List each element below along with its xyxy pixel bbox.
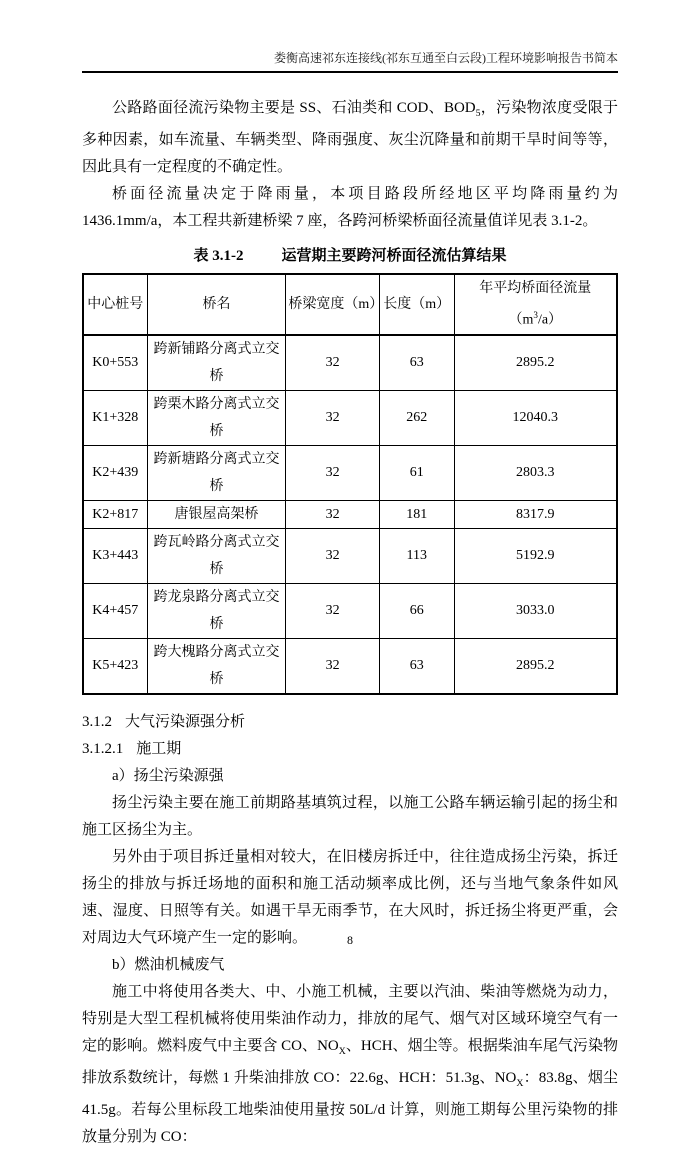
paragraph-bridge-runoff: [82, 181, 618, 235]
paragraph-runoff-pollutants: [82, 95, 618, 181]
table-cell: 66: [379, 583, 454, 638]
section-number: 3.1.2.1: [82, 740, 124, 757]
table-cell: K5+423: [83, 638, 147, 694]
table-cell: 8317.9: [454, 500, 617, 528]
table-row: [83, 390, 617, 445]
table-cell: 跨瓦岭路分离式立交桥: [147, 528, 286, 583]
section-heading-3-1-2: [82, 709, 618, 736]
table-cell: 跨新铺路分离式立交桥: [147, 335, 286, 391]
section-heading-3-1-2-1: [82, 736, 618, 763]
table-cell: K2+817: [83, 500, 147, 528]
table-caption-label: 表 3.1-2: [193, 248, 244, 264]
table-cell: 2803.3: [454, 445, 617, 500]
paragraph-machinery-exhaust: [82, 979, 618, 1151]
subscript-bod5: 5: [475, 108, 481, 119]
column-header-width: 桥梁宽度（m）: [286, 274, 379, 335]
paragraph-text: ，污染物浓度受限于多种因素，如车流量、车辆类型、降雨强度、灰尘沉降量和前期干旱时间等等，因此具有一定程度的不确定性。: [82, 100, 618, 175]
paragraph-text: 另外由于项目拆迁量相对较大，在旧楼房拆迁中，往往造成扬尘污染，拆迁扬尘的排放与拆迁场地的面积和施工活动频率成比例，还与当地气象条件如风速、湿度、日照等有关。如遇干旱无雨季节，在大风时，拆迁扬尘将更严重，会对周边大气环境产生一定的影响。: [82, 848, 618, 946]
page-number: [0, 933, 700, 948]
superscript-cubed: 3: [533, 310, 538, 320]
column-header-length: 长度（m）: [379, 274, 454, 335]
table-cell: 3033.0: [454, 583, 617, 638]
table-cell: 唐银屋高架桥: [147, 500, 286, 528]
table-cell: 262: [379, 390, 454, 445]
table-header-row: [83, 274, 617, 335]
table-cell: 32: [286, 528, 379, 583]
column-header-stake: 中心桩号: [83, 274, 147, 335]
table-row: [83, 445, 617, 500]
section-title: 施工期: [136, 740, 182, 757]
column-header-text: 年平均桥面径流量（m: [479, 281, 592, 328]
table-row: [83, 528, 617, 583]
paragraph-text: 、HCH、烟尘等。根据柴油车尾气污染物排放系数统计，每燃 1 升柴油排放 CO：22.6g、HCH：51.3g、NO: [82, 1037, 618, 1086]
column-header-runoff: [454, 274, 617, 335]
list-item-b-fuel-exhaust: [82, 952, 618, 979]
table-cell: 跨大槐路分离式立交桥: [147, 638, 286, 694]
running-header-title: 娄衡高速祁东连接线(祁东互通至白云段)工程环境影响报告书简本: [274, 51, 618, 65]
document-body: [82, 95, 618, 1151]
paragraph-dust-pollution: [82, 790, 618, 844]
table-cell: 63: [379, 638, 454, 694]
table-cell: 181: [379, 500, 454, 528]
subscript-nox: X: [338, 1045, 346, 1057]
table-cell: K0+553: [83, 335, 147, 391]
table-cell: 跨新塘路分离式立交桥: [147, 445, 286, 500]
column-header-bridge-name: 桥名: [147, 274, 286, 335]
list-item-a-dust-source: [82, 763, 618, 790]
table-cell: 63: [379, 335, 454, 391]
list-item-text: b）燃油机械废气: [112, 956, 225, 973]
table-row: [83, 583, 617, 638]
table-row: [83, 500, 617, 528]
paragraph-text: 扬尘污染主要在施工前期路基填筑过程，以施工公路车辆运输引起的扬尘和施工区扬尘为主。: [82, 794, 618, 838]
table-cell: 32: [286, 445, 379, 500]
table-cell: 32: [286, 583, 379, 638]
list-item-text: a）扬尘污染源强: [112, 767, 224, 784]
section-title: 大气污染源强分析: [125, 713, 246, 730]
table-caption-title: 运营期主要跨河桥面径流估算结果: [281, 248, 507, 264]
table-cell: K2+439: [83, 445, 147, 500]
page-number-text: 8: [347, 933, 353, 947]
table-cell: K1+328: [83, 390, 147, 445]
table-row: [83, 638, 617, 694]
table-cell: 32: [286, 335, 379, 391]
section-number: 3.1.2: [82, 713, 112, 730]
table-row: [83, 335, 617, 391]
table-cell: 2895.2: [454, 638, 617, 694]
subscript-nox: X: [516, 1077, 524, 1089]
table-cell: K4+457: [83, 583, 147, 638]
table-cell: K3+443: [83, 528, 147, 583]
bridge-runoff-table: [82, 273, 618, 695]
table-cell: 32: [286, 638, 379, 694]
table-cell: 12040.3: [454, 390, 617, 445]
paragraph-text: ：83.8g、烟尘 41.5g。若每公里标段工地柴油使用量按 50L/d 计算，则施工期每公里污染物的排放量分别为 CO：: [82, 1069, 618, 1145]
table-caption: [82, 244, 618, 268]
table-cell: 跨龙泉路分离式立交桥: [147, 583, 286, 638]
table-cell: 32: [286, 390, 379, 445]
running-header: [82, 50, 618, 73]
table-cell: 61: [379, 445, 454, 500]
paragraph-text: 公路路面径流污染物主要是 SS、石油类和 COD、BOD: [112, 100, 476, 116]
table-cell: 2895.2: [454, 335, 617, 391]
table-cell: 5192.9: [454, 528, 617, 583]
paragraph-text: 桥面径流量决定于降雨量，本项目路段所经地区平均降雨量约为 1436.1mm/a，本工程共新建桥梁 7 座，各跨河桥梁桥面径流量值详见表 3.1-2。: [82, 186, 618, 229]
column-header-text: /a）: [537, 312, 563, 328]
table-cell: 113: [379, 528, 454, 583]
paragraph-text: 施工中将使用各类大、中、小施工机械，主要以汽油、柴油等燃烧为动力，特别是大型工程机械将使用柴油作动力，排放的尾气、烟气对区域环境空气有一定的影响。燃料废气中主要含 CO、NO: [82, 983, 618, 1054]
table-cell: 跨栗木路分离式立交桥: [147, 390, 286, 445]
table-cell: 32: [286, 500, 379, 528]
